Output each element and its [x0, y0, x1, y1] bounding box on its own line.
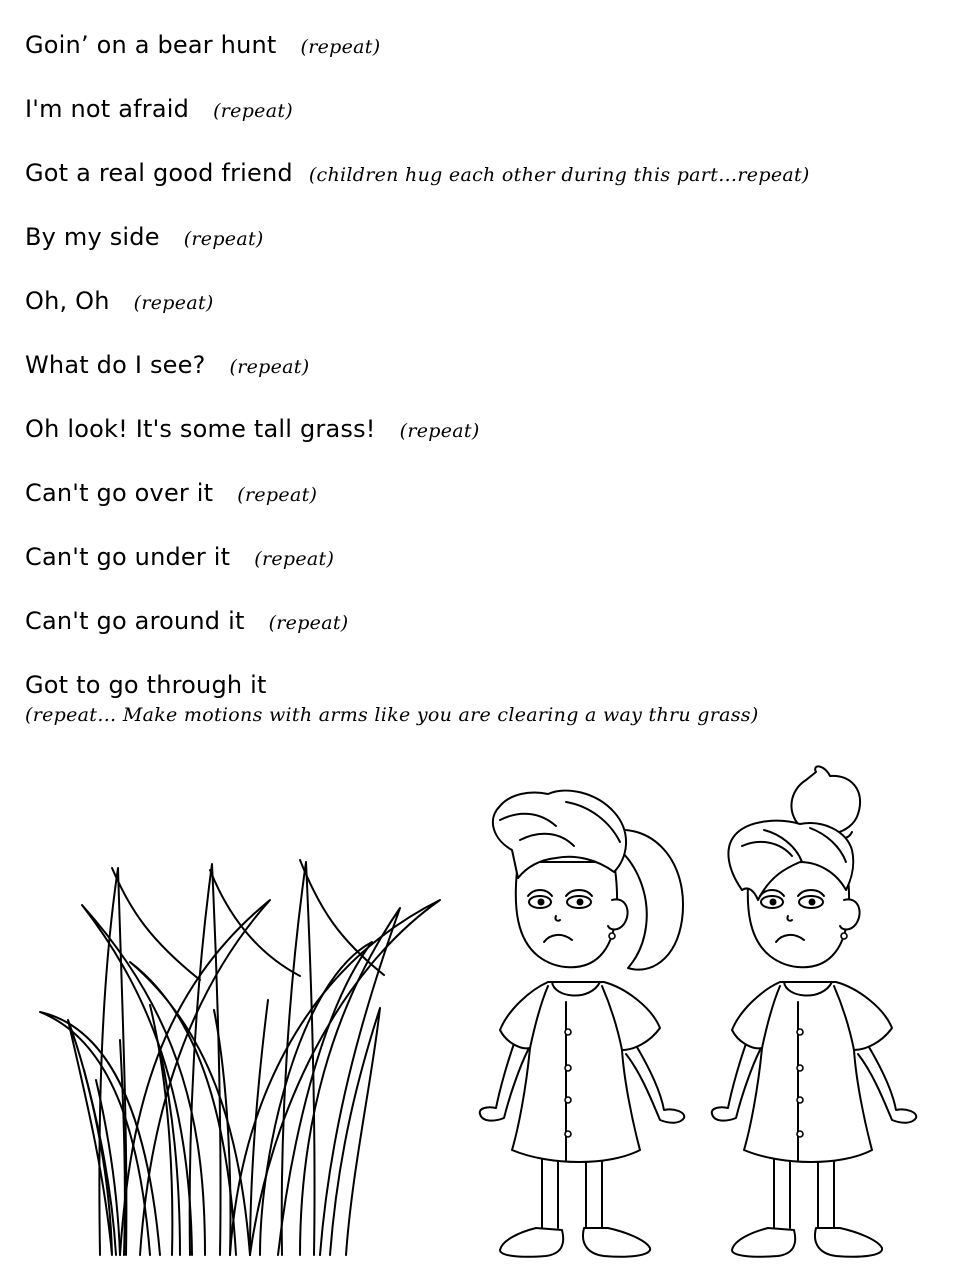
lyric-note: (repeat) — [229, 356, 310, 378]
lyric-text: What do I see? — [25, 351, 206, 379]
lyric-line-1 — [25, 28, 380, 62]
sad-girl-ponytail — [480, 791, 684, 1257]
lyric-text: Oh, Oh — [25, 287, 110, 315]
lyric-note: (repeat) — [133, 292, 214, 314]
lyric-note: (repeat) — [183, 228, 264, 250]
lyric-note: (repeat) — [399, 420, 480, 442]
lyric-text: I'm not afraid — [25, 95, 190, 123]
lyric-note: (repeat) — [300, 36, 381, 58]
lyric-text: Goin’ on a bear hunt — [25, 31, 277, 59]
lyric-note: (repeat) — [237, 484, 318, 506]
lyric-line-10 — [25, 604, 348, 638]
lyric-line-9 — [25, 540, 334, 574]
lyric-line-4 — [25, 220, 264, 254]
lyric-line-2 — [25, 92, 293, 126]
lyric-line-11 — [25, 668, 267, 702]
lyric-line-5 — [25, 284, 214, 318]
lyric-text: By my side — [25, 223, 160, 251]
lyric-line-7 — [25, 412, 480, 446]
lyric-line-8 — [25, 476, 317, 510]
lyric-text: Got to go through it — [25, 671, 267, 699]
lyric-text: Oh look! It's some tall grass! — [25, 415, 376, 443]
lyric-text: Got a real good friend — [25, 159, 293, 187]
lyric-text: Can't go under it — [25, 543, 231, 571]
sad-girl-bun — [712, 766, 916, 1256]
lyric-note: (repeat) — [254, 548, 335, 570]
lyric-text: Can't go over it — [25, 479, 214, 507]
lyric-line-3 — [25, 156, 810, 190]
lyric-line-6 — [25, 348, 309, 382]
lyric-note: (repeat) — [268, 612, 349, 634]
illustration — [0, 750, 958, 1276]
lyric-note: (children hug each other during this part…repeat) — [308, 164, 810, 186]
lyric-note-motions: (repeat… Make motions with arms like you are clearing a way thru grass) — [25, 704, 759, 726]
lyric-note: (repeat) — [213, 100, 293, 122]
lyric-text: Can't go around it — [25, 607, 245, 635]
tall-grass-illustration — [40, 860, 440, 1255]
